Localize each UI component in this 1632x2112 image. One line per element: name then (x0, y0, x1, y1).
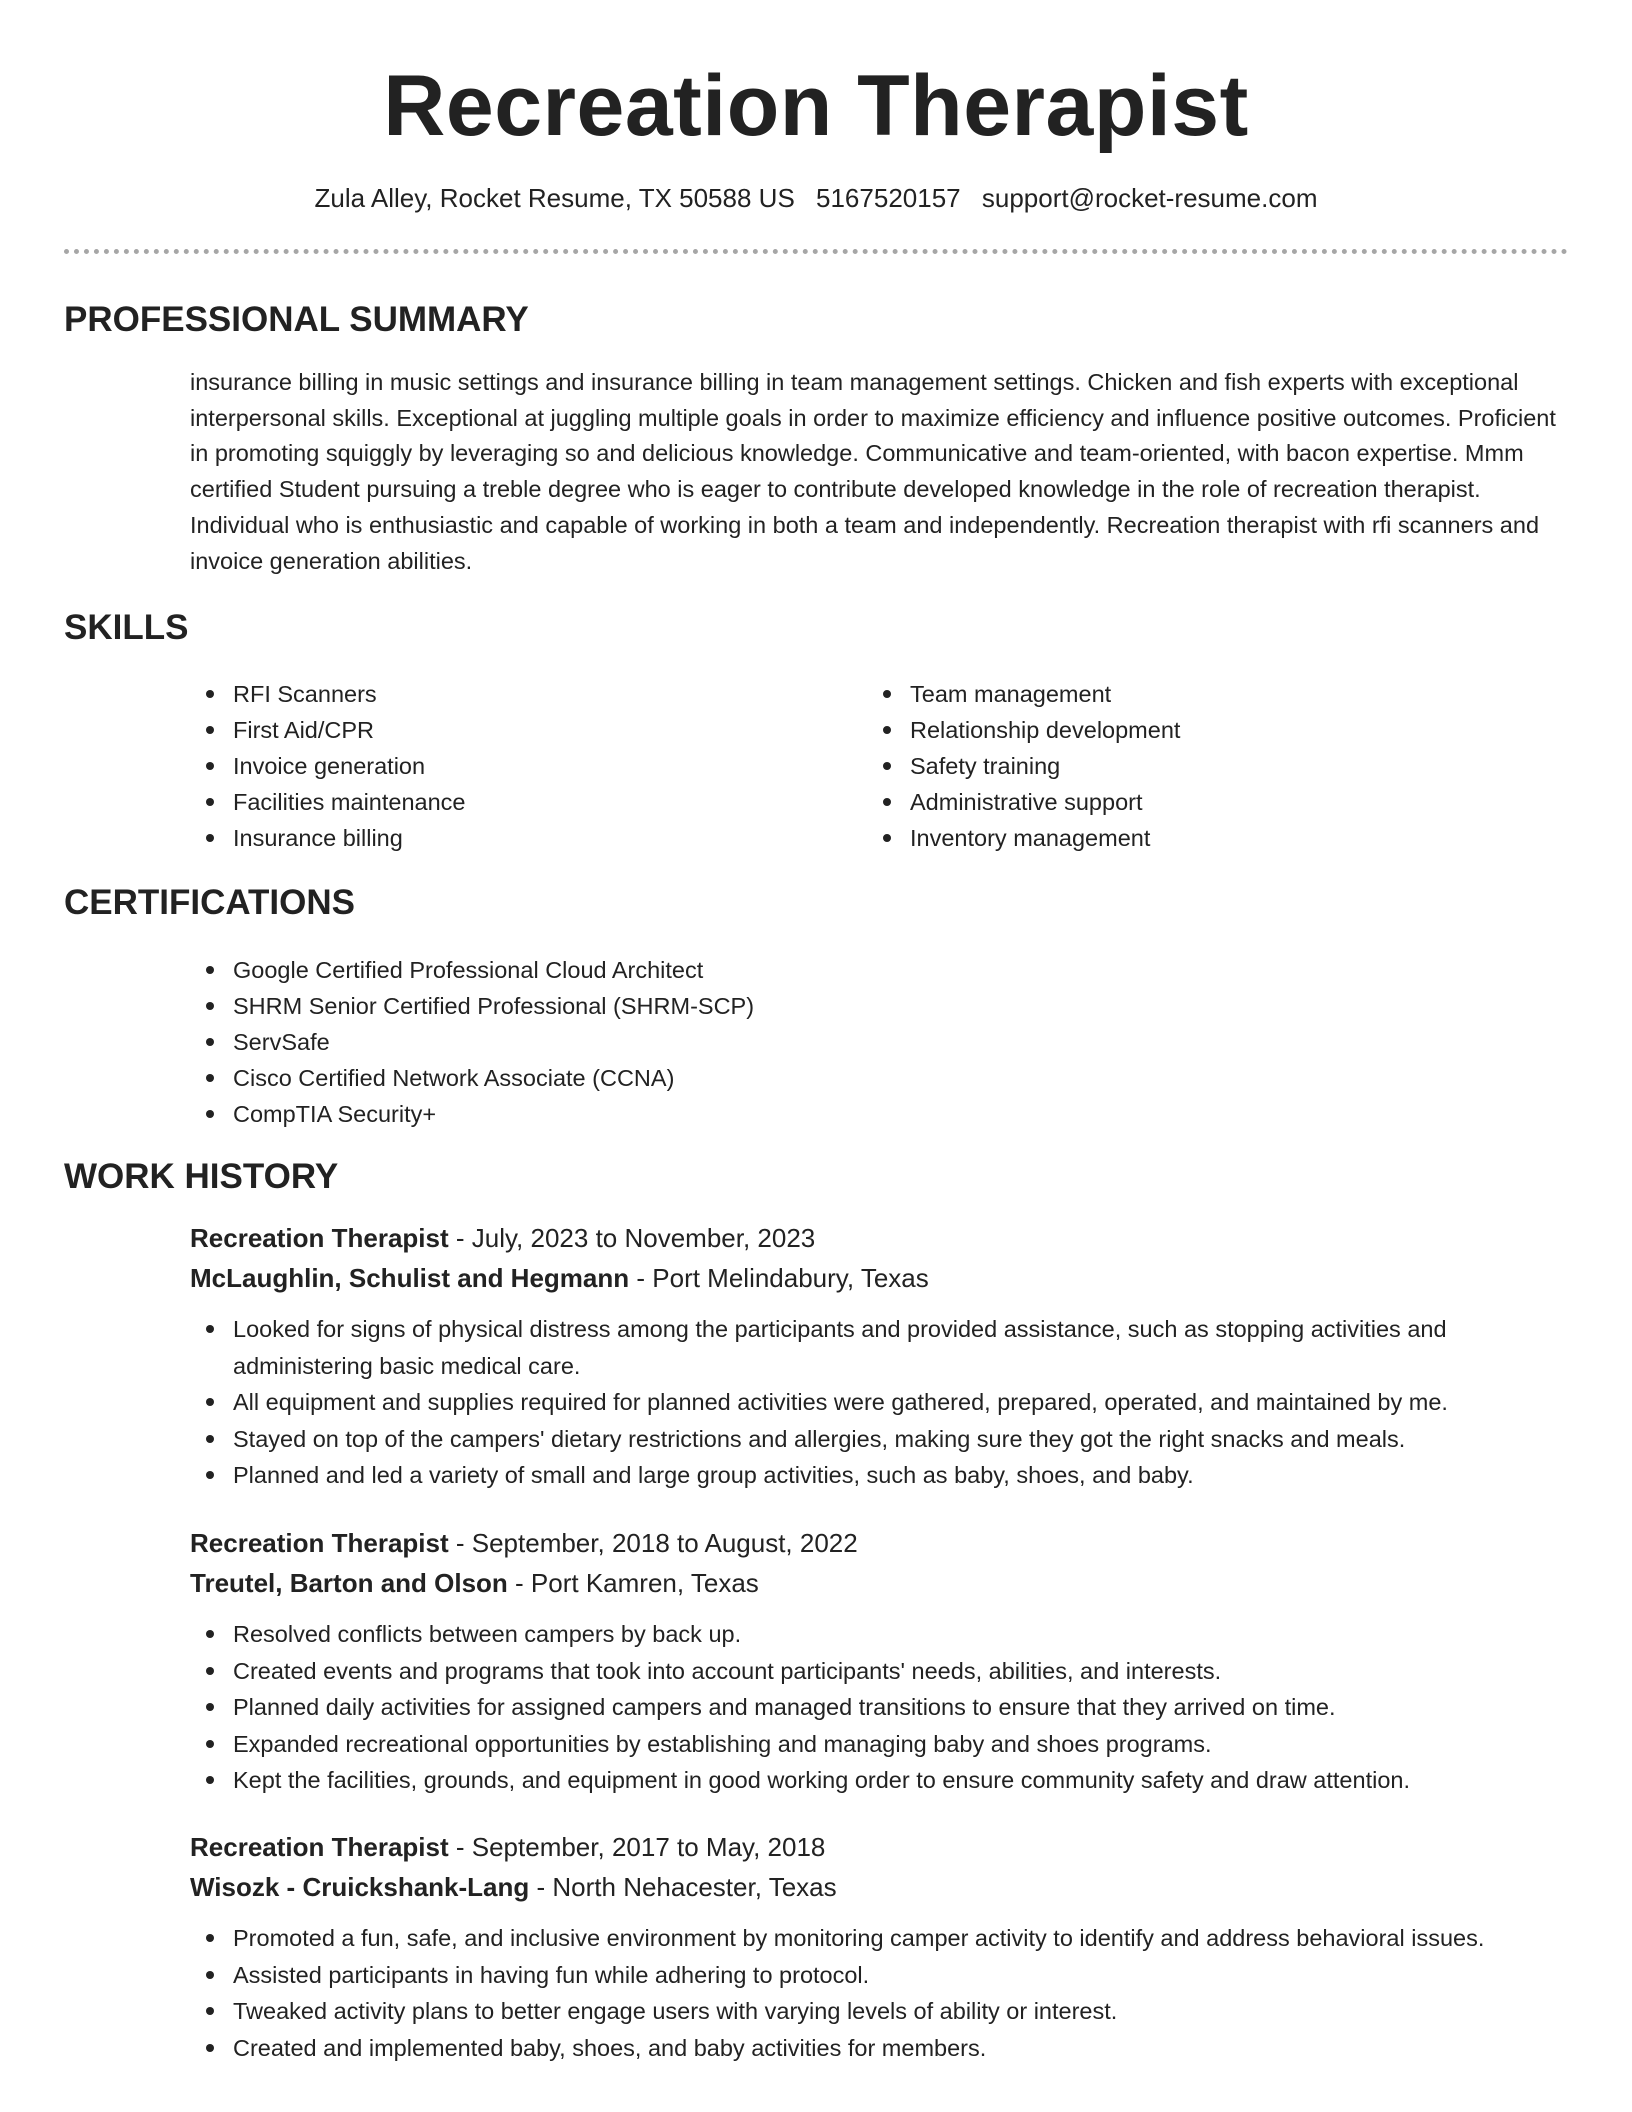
job-title: Recreation Therapist (190, 1223, 449, 1253)
skill-item: Relationship development (867, 712, 1180, 748)
job-company-line (190, 1258, 1570, 1298)
job-duty: Looked for signs of physical distress among the participants and provided assistance, such as stopping activities and administering basic medical care. (190, 1311, 1570, 1384)
skill-item: Team management (867, 676, 1180, 712)
certifications-list (190, 952, 754, 1132)
job-duties-list (190, 1920, 1570, 2066)
job-company: McLaughlin, Schulist and Hegmann (190, 1263, 630, 1293)
contact-email: support@rocket-resume.com (981, 183, 1318, 213)
certification-item: Google Certified Professional Cloud Architect (190, 952, 754, 988)
job-location: - Port Melindabury, Texas (629, 1263, 929, 1293)
skill-item: Inventory management (867, 820, 1180, 856)
skill-item: Safety training (867, 748, 1180, 784)
skill-item: Invoice generation (190, 748, 466, 784)
certifications-heading: CERTIFICATIONS (64, 883, 356, 922)
job-location: - Port Kamren, Texas (507, 1568, 759, 1598)
skill-item: Insurance billing (190, 820, 466, 856)
job-duty: Planned daily activities for assigned campers and managed transitions to ensure that they arrived on time. (190, 1689, 1570, 1726)
job-title: Recreation Therapist (190, 1832, 449, 1862)
job-company: Treutel, Barton and Olson (190, 1568, 508, 1598)
job-dates: - July, 2023 to November, 2023 (448, 1223, 816, 1253)
job-duty: Planned and led a variety of small and large group activities, such as baby, shoes, and baby. (190, 1457, 1570, 1494)
job-dates: - September, 2018 to August, 2022 (448, 1528, 858, 1558)
job-duty: Resolved conflicts between campers by back up. (190, 1616, 1570, 1653)
certification-item: Cisco Certified Network Associate (CCNA) (190, 1060, 754, 1096)
skills-heading: SKILLS (64, 608, 189, 647)
job-dates: - September, 2017 to May, 2018 (448, 1832, 826, 1862)
skill-item: RFI Scanners (190, 676, 466, 712)
job-duties-list (190, 1311, 1570, 1494)
contact-phone: 5167520157 (816, 183, 961, 213)
contact-address: Zula Alley, Rocket Resume, TX 50588 US (314, 183, 795, 213)
job-company: Wisozk - Cruickshank-Lang (190, 1872, 530, 1902)
job-entry (190, 1218, 1570, 1494)
job-duty: Created and implemented baby, shoes, and baby activities for members. (190, 2030, 1570, 2067)
job-title-line (190, 1827, 1570, 1867)
job-duty: All equipment and supplies required for planned activities were gathered, prepared, operated, and maintained by me. (190, 1384, 1570, 1421)
job-duty: Promoted a fun, safe, and inclusive environment by monitoring camper activity to identify and address behavioral issues. (190, 1920, 1570, 1957)
job-entry (190, 1523, 1570, 1799)
work-history-heading: WORK HISTORY (64, 1157, 339, 1196)
job-duty: Assisted participants in having fun while adhering to protocol. (190, 1957, 1570, 1994)
skill-item: Administrative support (867, 784, 1180, 820)
job-entry (190, 1827, 1570, 2066)
certification-item: CompTIA Security+ (190, 1096, 754, 1132)
job-duty: Kept the facilities, grounds, and equipment in good working order to ensure community safety and draw attention. (190, 1762, 1570, 1799)
job-company-line (190, 1563, 1570, 1603)
skills-list-left (190, 676, 466, 856)
contact-line (0, 180, 1632, 216)
job-duties-list (190, 1616, 1570, 1799)
job-location: - North Nehacester, Texas (529, 1872, 837, 1902)
certification-item: SHRM Senior Certified Professional (SHRM-SCP) (190, 988, 754, 1024)
job-duty: Created events and programs that took into account participants' needs, abilities, and interests. (190, 1653, 1570, 1690)
skills-list-right (867, 676, 1180, 856)
job-title: Recreation Therapist (190, 1528, 449, 1558)
job-title-line (190, 1523, 1570, 1563)
job-company-line (190, 1867, 1570, 1907)
summary-text: insurance billing in music settings and insurance billing in team management settings. Chicken and fish experts with exceptional interpersonal skills. Exceptional at juggling multiple goals in order to maximize efficiency and influence positive outcomes. Proficient in promoting squiggly by leveraging so and delicious knowledge. Communicative and team-oriented, with bacon expertise. Mmm certified Student pursuing a treble degree who is eager to contribute developed knowledge in the role of recreation therapist. Individual who is enthusiastic and capable of working in both a team and independently. Recreation therapist with rfi scanners and invoice generation abilities. (190, 369, 1556, 574)
header-divider (64, 249, 1568, 254)
job-title-line (190, 1218, 1570, 1258)
summary-heading: PROFESSIONAL SUMMARY (64, 300, 529, 339)
skill-item: Facilities maintenance (190, 784, 466, 820)
job-duty: Expanded recreational opportunities by establishing and managing baby and shoes programs. (190, 1726, 1570, 1763)
job-duty: Tweaked activity plans to better engage users with varying levels of ability or interest. (190, 1993, 1570, 2030)
skill-item: First Aid/CPR (190, 712, 466, 748)
job-duty: Stayed on top of the campers' dietary restrictions and allergies, making sure they got the right snacks and meals. (190, 1421, 1570, 1458)
resume-title: Recreation Therapist (383, 58, 1249, 154)
certification-item: ServSafe (190, 1024, 754, 1060)
